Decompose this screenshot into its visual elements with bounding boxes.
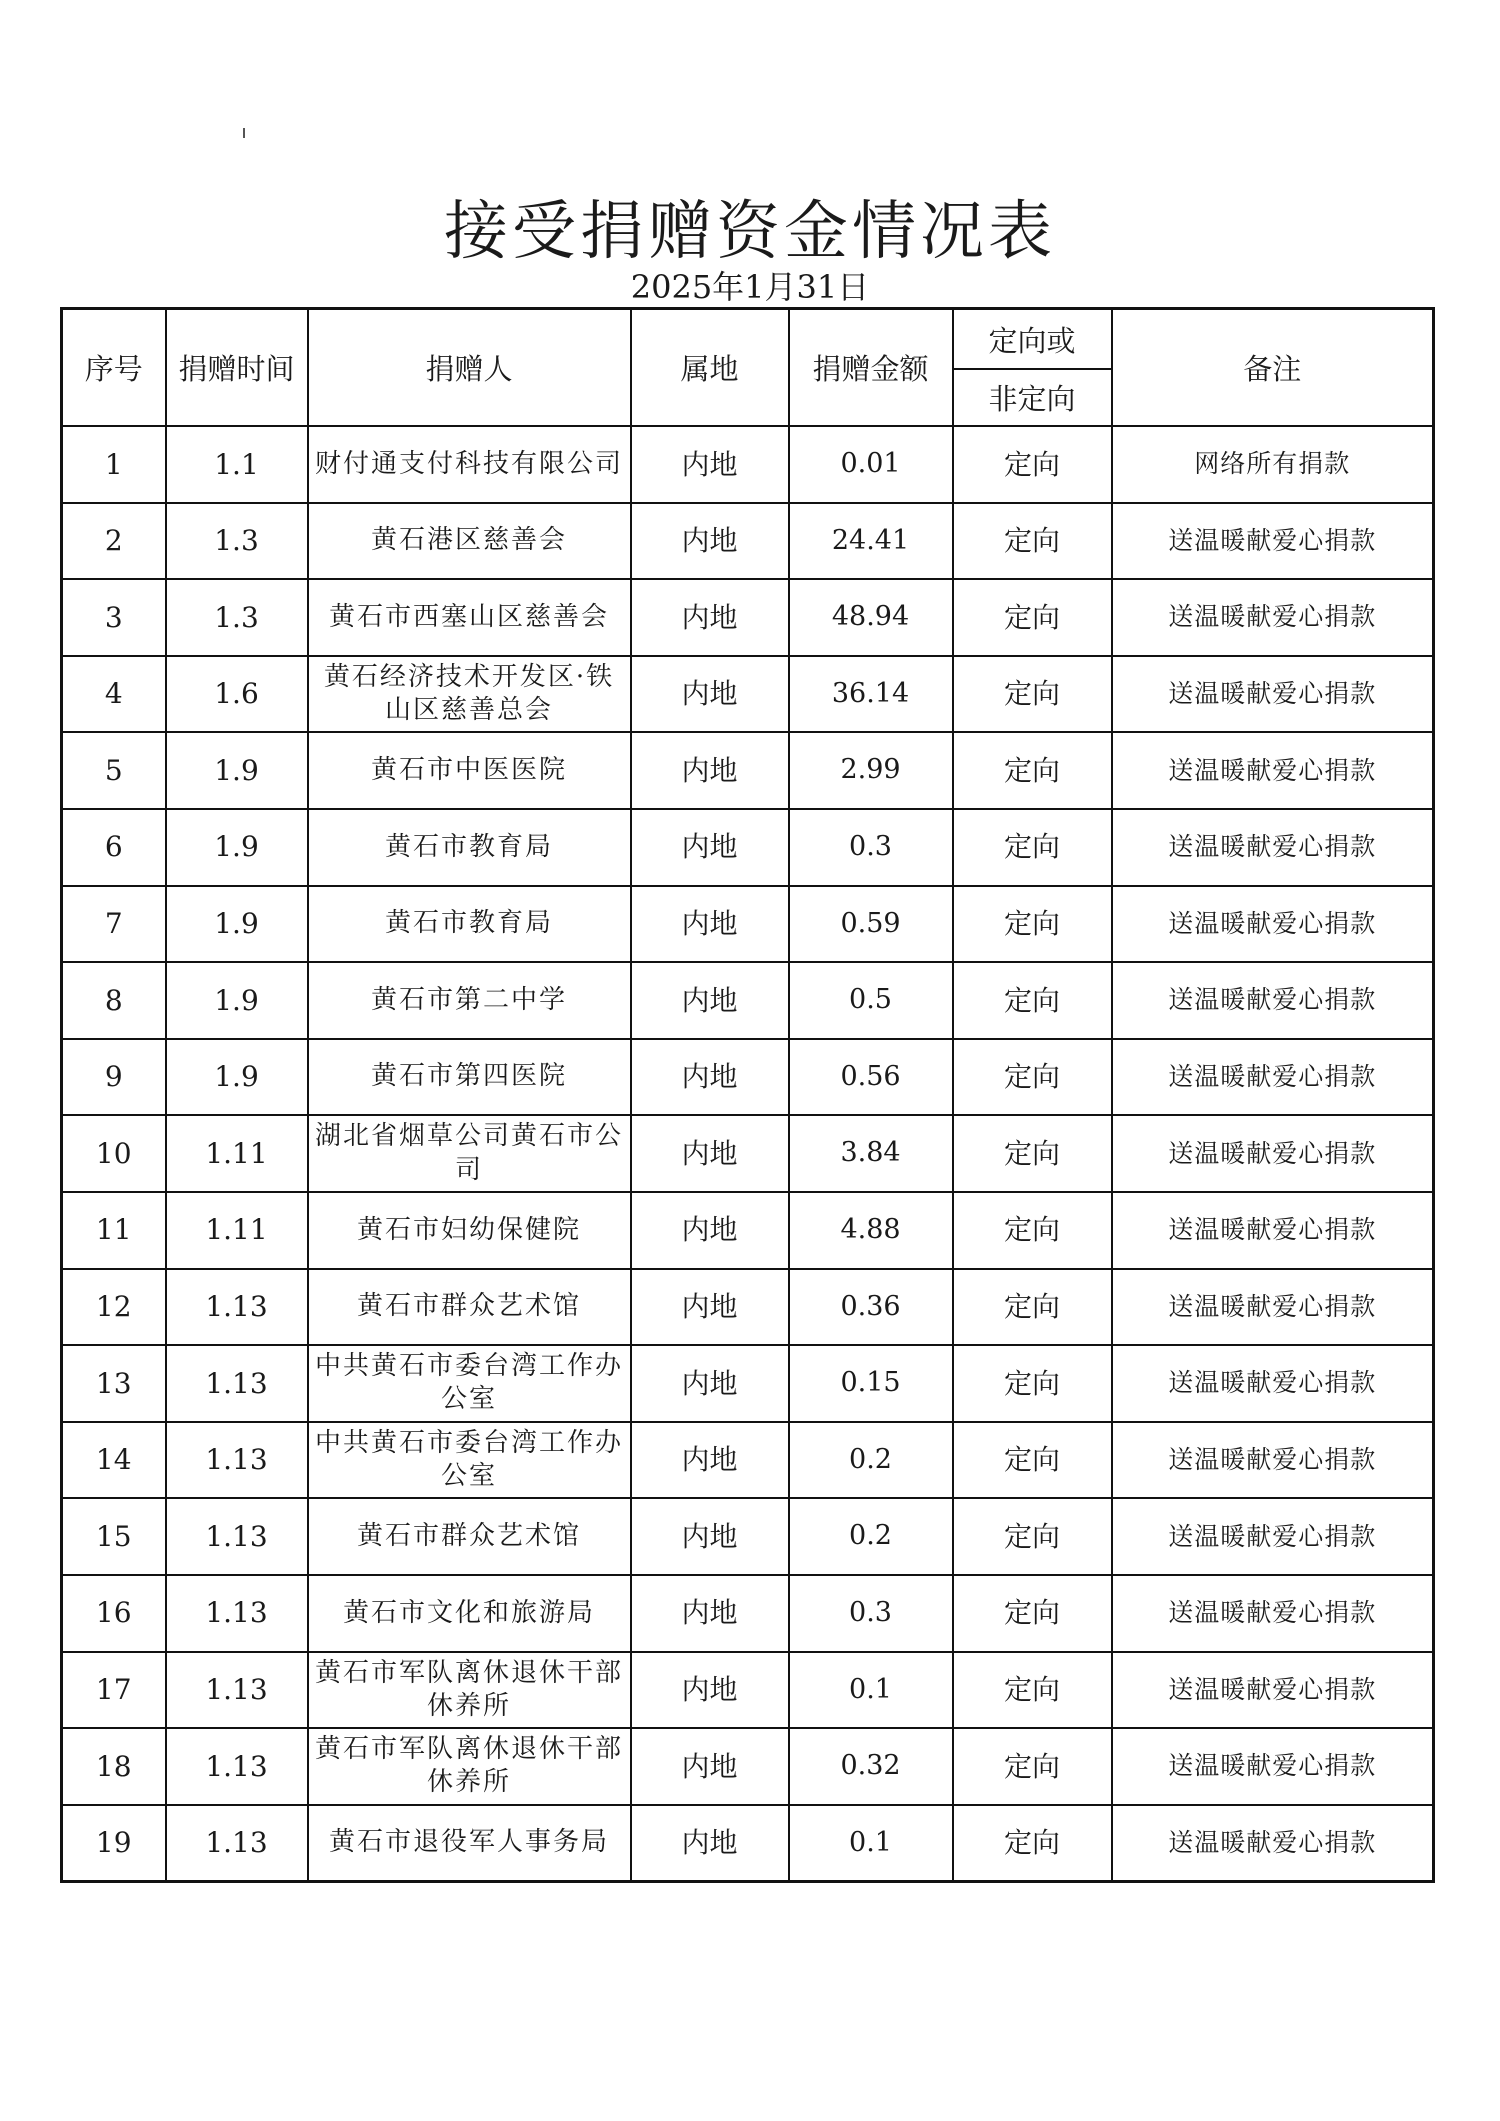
row-note: 送温暖献爱心捐款: [1112, 1422, 1434, 1499]
row-region: 内地: [631, 886, 789, 963]
row-amount: 4.88: [789, 1192, 953, 1269]
row-donor: 黄石市第四医院: [308, 1039, 631, 1116]
row-direction: 定向: [953, 1498, 1112, 1575]
header-time: 捐赠时间: [166, 309, 308, 427]
row-seq: 11: [62, 1192, 166, 1269]
row-time: 1.9: [166, 732, 308, 809]
row-seq: 19: [62, 1805, 166, 1882]
row-direction: 定向: [953, 1115, 1112, 1192]
table-row: [62, 809, 1434, 886]
table-row: [62, 1115, 1434, 1192]
row-note: 送温暖献爱心捐款: [1112, 1575, 1434, 1652]
row-time: 1.13: [166, 1422, 308, 1499]
row-direction: 定向: [953, 1805, 1112, 1882]
row-donor: 财付通支付科技有限公司: [308, 426, 631, 503]
row-region: 内地: [631, 579, 789, 656]
table-row: [62, 1652, 1434, 1729]
table-row: [62, 1039, 1434, 1116]
row-region: 内地: [631, 962, 789, 1039]
row-time: 1.9: [166, 1039, 308, 1116]
header-seq: 序号: [62, 309, 166, 427]
row-amount: 0.15: [789, 1345, 953, 1422]
row-seq: 7: [62, 886, 166, 963]
row-note: 送温暖献爱心捐款: [1112, 1345, 1434, 1422]
row-region: 内地: [631, 1575, 789, 1652]
row-donor: 黄石市第二中学: [308, 962, 631, 1039]
table-row: [62, 1269, 1434, 1346]
row-time: 1.13: [166, 1345, 308, 1422]
row-seq: 15: [62, 1498, 166, 1575]
row-region: 内地: [631, 1115, 789, 1192]
row-time: 1.13: [166, 1498, 308, 1575]
row-amount: 0.2: [789, 1498, 953, 1575]
row-direction: 定向: [953, 1728, 1112, 1805]
row-amount: 3.84: [789, 1115, 953, 1192]
row-donor: 黄石市群众艺术馆: [308, 1269, 631, 1346]
row-region: 内地: [631, 1422, 789, 1499]
table-row: [62, 1728, 1434, 1805]
header-direction-top: 定向或: [953, 309, 1112, 370]
row-direction: 定向: [953, 503, 1112, 580]
table-row: [62, 1422, 1434, 1499]
row-region: 内地: [631, 1039, 789, 1116]
row-note: 送温暖献爱心捐款: [1112, 1269, 1434, 1346]
row-region: 内地: [631, 656, 789, 733]
table-row: [62, 579, 1434, 656]
header-donor: 捐赠人: [308, 309, 631, 427]
row-region: 内地: [631, 1728, 789, 1805]
row-amount: 0.2: [789, 1422, 953, 1499]
row-note: 网络所有捐款: [1112, 426, 1434, 503]
header-region: 属地: [631, 309, 789, 427]
row-time: 1.13: [166, 1269, 308, 1346]
row-amount: 48.94: [789, 579, 953, 656]
row-direction: 定向: [953, 426, 1112, 503]
row-amount: 0.59: [789, 886, 953, 963]
row-seq: 2: [62, 503, 166, 580]
row-donor: 黄石市军队离休退休干部休养所: [308, 1728, 631, 1805]
row-direction: 定向: [953, 1039, 1112, 1116]
row-donor: 黄石经济技术开发区·铁山区慈善总会: [308, 656, 631, 733]
header-note: 备注: [1112, 309, 1434, 427]
row-region: 内地: [631, 503, 789, 580]
row-direction: 定向: [953, 1192, 1112, 1269]
row-donor: 黄石市西塞山区慈善会: [308, 579, 631, 656]
row-seq: 13: [62, 1345, 166, 1422]
row-amount: 0.01: [789, 426, 953, 503]
row-time: 1.9: [166, 962, 308, 1039]
row-donor: 黄石市军队离休退休干部休养所: [308, 1652, 631, 1729]
row-direction: 定向: [953, 732, 1112, 809]
row-note: 送温暖献爱心捐款: [1112, 1192, 1434, 1269]
row-amount: 2.99: [789, 732, 953, 809]
scan-speck: [243, 128, 245, 138]
row-region: 内地: [631, 1498, 789, 1575]
row-region: 内地: [631, 732, 789, 809]
row-time: 1.13: [166, 1805, 308, 1882]
row-donor: 中共黄石市委台湾工作办公室: [308, 1345, 631, 1422]
row-region: 内地: [631, 809, 789, 886]
row-note: 送温暖献爱心捐款: [1112, 1039, 1434, 1116]
row-note: 送温暖献爱心捐款: [1112, 579, 1434, 656]
row-time: 1.13: [166, 1652, 308, 1729]
row-time: 1.9: [166, 886, 308, 963]
table-row: [62, 1192, 1434, 1269]
row-direction: 定向: [953, 962, 1112, 1039]
row-direction: 定向: [953, 1422, 1112, 1499]
row-direction: 定向: [953, 1652, 1112, 1729]
row-seq: 1: [62, 426, 166, 503]
table-row: [62, 732, 1434, 809]
row-region: 内地: [631, 426, 789, 503]
row-amount: 0.56: [789, 1039, 953, 1116]
row-direction: 定向: [953, 1345, 1112, 1422]
row-note: 送温暖献爱心捐款: [1112, 1805, 1434, 1882]
row-donor: 黄石市退役军人事务局: [308, 1805, 631, 1882]
row-direction: 定向: [953, 1575, 1112, 1652]
table-row: [62, 426, 1434, 503]
row-amount: 0.3: [789, 809, 953, 886]
row-seq: 14: [62, 1422, 166, 1499]
row-seq: 10: [62, 1115, 166, 1192]
row-note: 送温暖献爱心捐款: [1112, 1728, 1434, 1805]
row-time: 1.11: [166, 1115, 308, 1192]
row-seq: 8: [62, 962, 166, 1039]
header-direction-bottom: 非定向: [953, 369, 1112, 426]
row-amount: 0.32: [789, 1728, 953, 1805]
row-donor: 黄石市文化和旅游局: [308, 1575, 631, 1652]
row-time: 1.13: [166, 1728, 308, 1805]
row-donor: 黄石市妇幼保健院: [308, 1192, 631, 1269]
row-time: 1.11: [166, 1192, 308, 1269]
row-amount: 24.41: [789, 503, 953, 580]
table-row: [62, 886, 1434, 963]
row-time: 1.3: [166, 579, 308, 656]
row-region: 内地: [631, 1192, 789, 1269]
document-title: 接受捐赠资金情况表: [444, 195, 1056, 269]
row-amount: 0.36: [789, 1269, 953, 1346]
row-direction: 定向: [953, 579, 1112, 656]
donation-table: [60, 307, 1435, 1883]
row-donor: 黄石市教育局: [308, 886, 631, 963]
row-note: 送温暖献爱心捐款: [1112, 732, 1434, 809]
row-note: 送温暖献爱心捐款: [1112, 1115, 1434, 1192]
row-donor: 黄石港区慈善会: [308, 503, 631, 580]
row-direction: 定向: [953, 809, 1112, 886]
row-time: 1.1: [166, 426, 308, 503]
row-region: 内地: [631, 1805, 789, 1882]
row-donor: 湖北省烟草公司黄石市公司: [308, 1115, 631, 1192]
row-amount: 0.5: [789, 962, 953, 1039]
row-amount: 36.14: [789, 656, 953, 733]
row-time: 1.13: [166, 1575, 308, 1652]
table-row: [62, 1345, 1434, 1422]
row-seq: 3: [62, 579, 166, 656]
row-time: 1.9: [166, 809, 308, 886]
row-note: 送温暖献爱心捐款: [1112, 503, 1434, 580]
row-region: 内地: [631, 1652, 789, 1729]
row-region: 内地: [631, 1345, 789, 1422]
row-seq: 4: [62, 656, 166, 733]
document-date: 2025年1月31日: [630, 268, 870, 306]
row-seq: 16: [62, 1575, 166, 1652]
row-note: 送温暖献爱心捐款: [1112, 1652, 1434, 1729]
row-note: 送温暖献爱心捐款: [1112, 886, 1434, 963]
row-donor: 黄石市中医医院: [308, 732, 631, 809]
table-header: [62, 309, 1434, 427]
row-seq: 9: [62, 1039, 166, 1116]
table-row: [62, 1498, 1434, 1575]
row-amount: 0.3: [789, 1575, 953, 1652]
table-row: [62, 1805, 1434, 1882]
row-seq: 18: [62, 1728, 166, 1805]
table-row: [62, 962, 1434, 1039]
row-note: 送温暖献爱心捐款: [1112, 962, 1434, 1039]
row-direction: 定向: [953, 1269, 1112, 1346]
row-donor: 中共黄石市委台湾工作办公室: [308, 1422, 631, 1499]
row-seq: 6: [62, 809, 166, 886]
row-seq: 12: [62, 1269, 166, 1346]
row-time: 1.3: [166, 503, 308, 580]
row-amount: 0.1: [789, 1805, 953, 1882]
row-region: 内地: [631, 1269, 789, 1346]
row-direction: 定向: [953, 886, 1112, 963]
row-note: 送温暖献爱心捐款: [1112, 809, 1434, 886]
row-note: 送温暖献爱心捐款: [1112, 1498, 1434, 1575]
row-donor: 黄石市群众艺术馆: [308, 1498, 631, 1575]
header-amount: 捐赠金额: [789, 309, 953, 427]
row-amount: 0.1: [789, 1652, 953, 1729]
table-row: [62, 1575, 1434, 1652]
row-seq: 5: [62, 732, 166, 809]
row-donor: 黄石市教育局: [308, 809, 631, 886]
table-row: [62, 503, 1434, 580]
row-note: 送温暖献爱心捐款: [1112, 656, 1434, 733]
row-time: 1.6: [166, 656, 308, 733]
table-body: [62, 426, 1434, 1881]
table-row: [62, 656, 1434, 733]
row-direction: 定向: [953, 656, 1112, 733]
row-seq: 17: [62, 1652, 166, 1729]
